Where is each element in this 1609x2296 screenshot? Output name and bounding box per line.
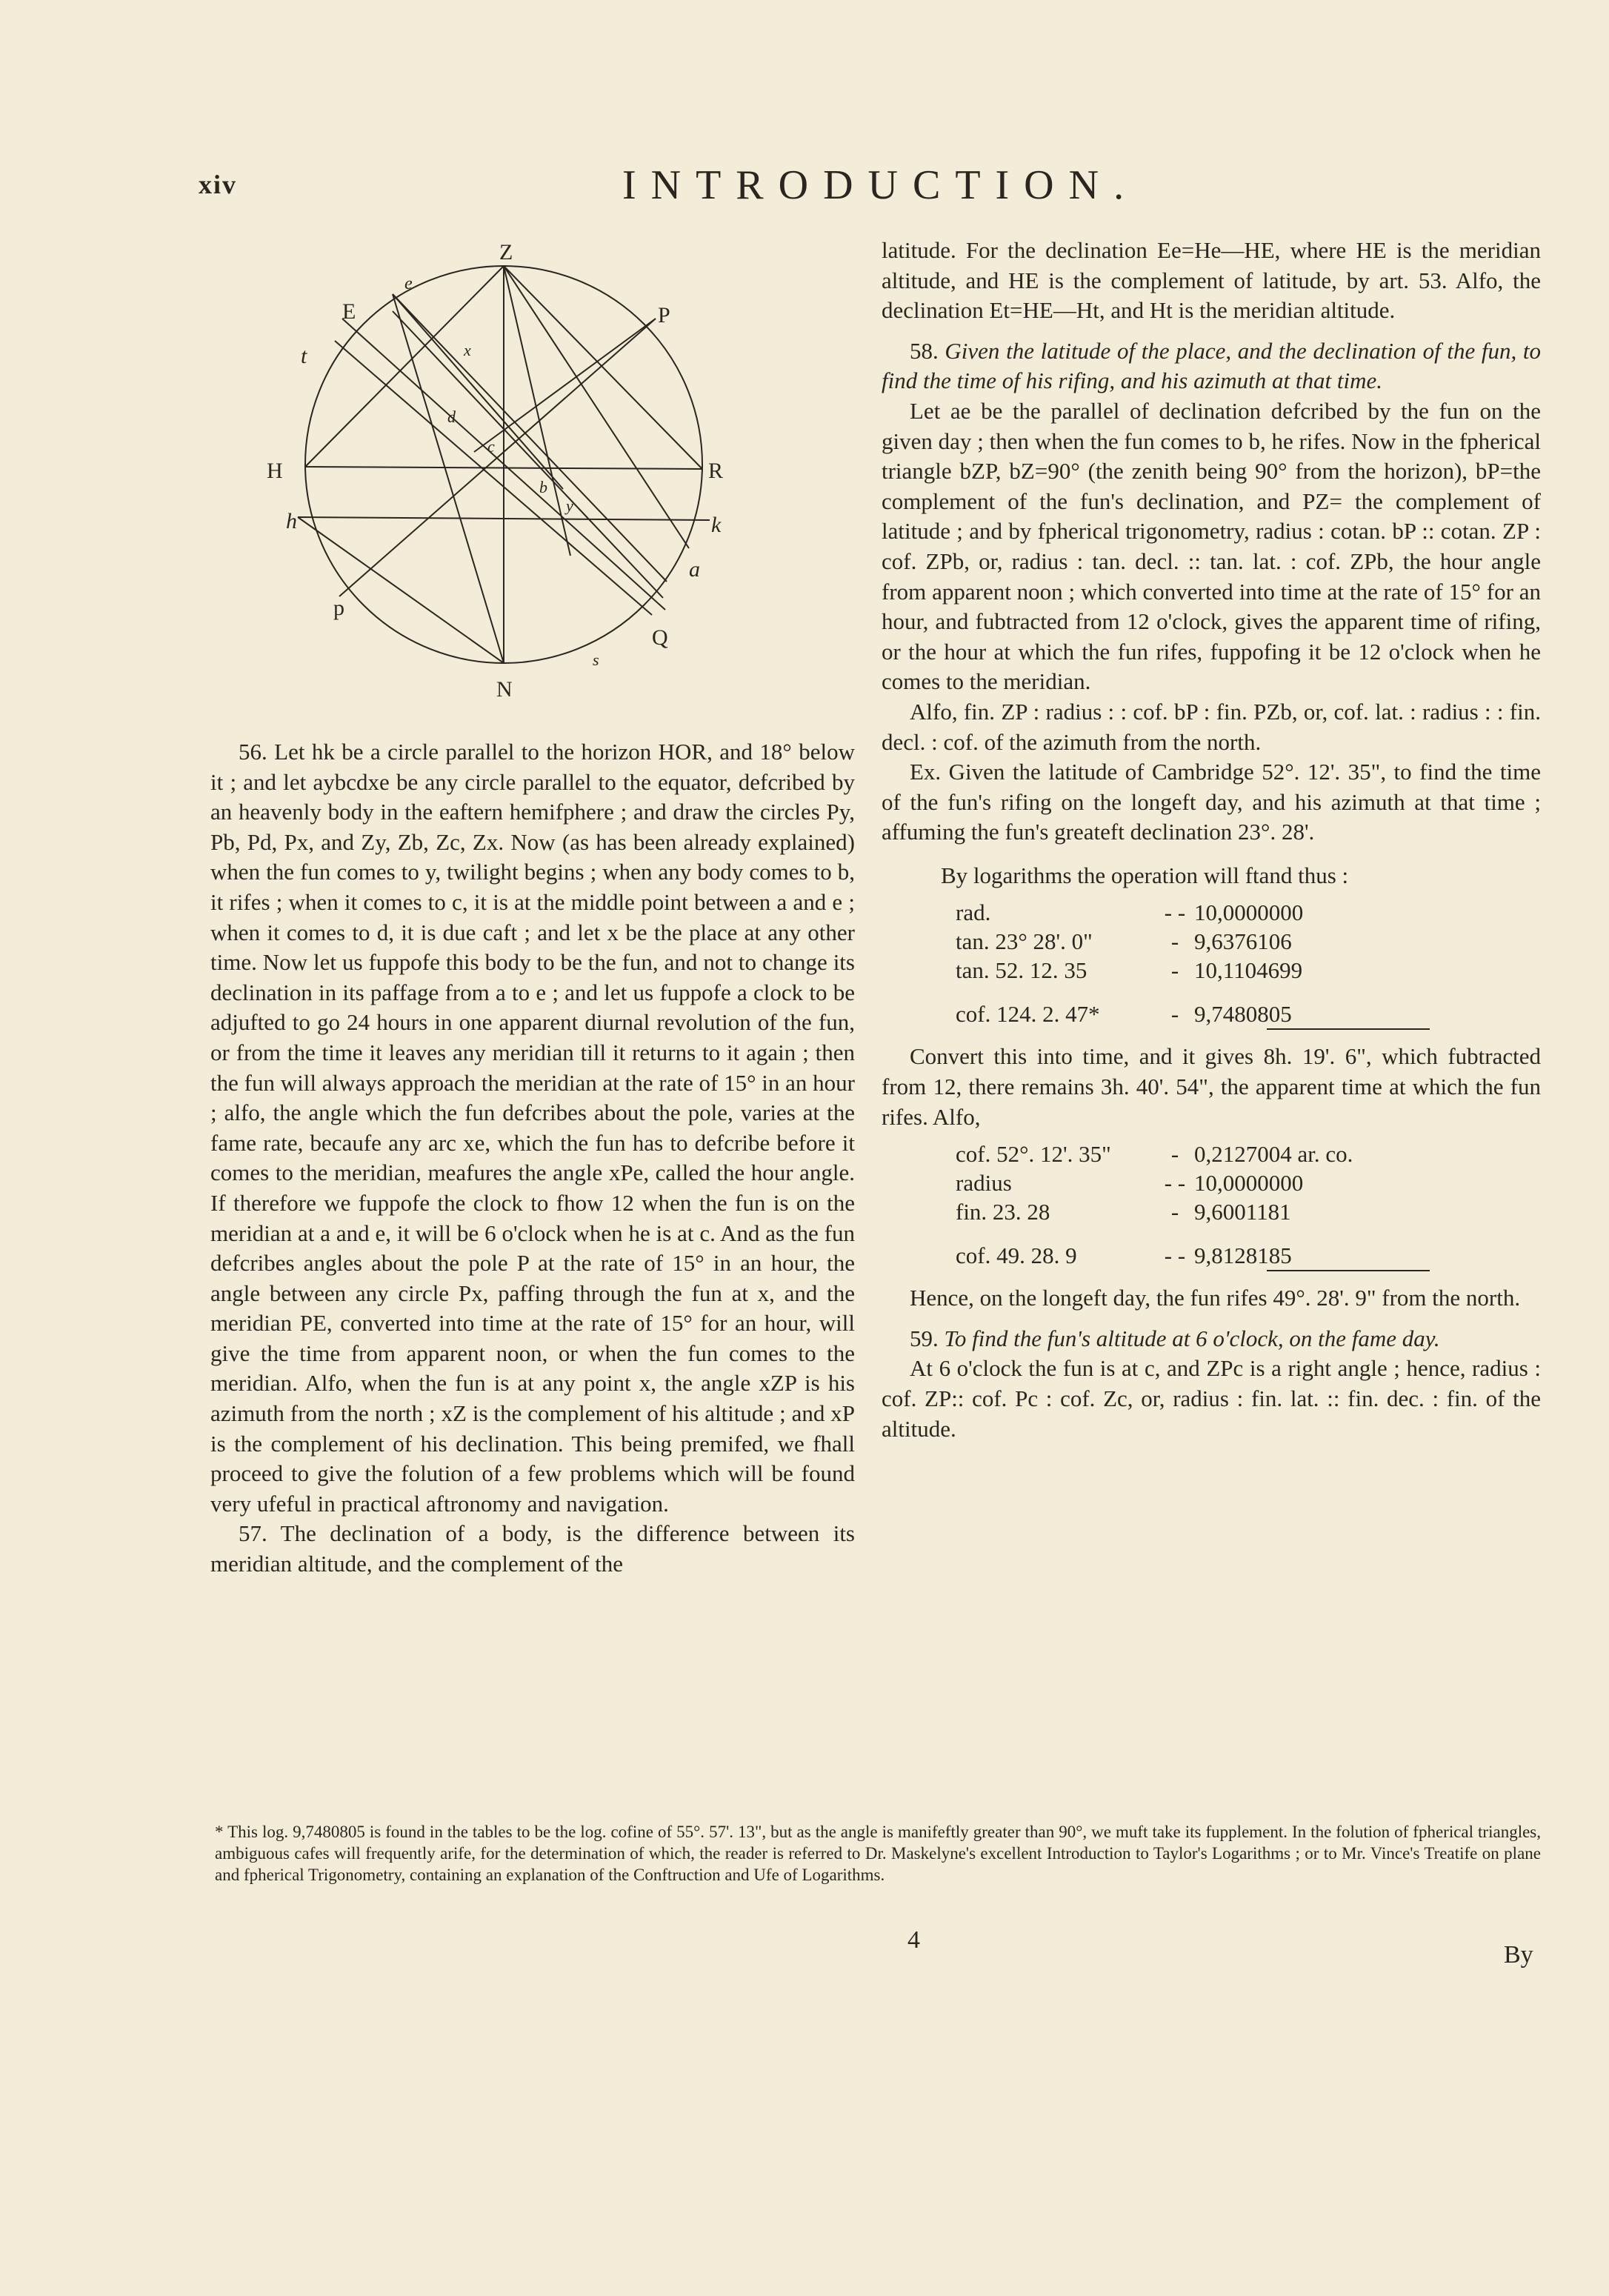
label-q: Q [652, 625, 668, 650]
label-p-bottom: p [333, 596, 344, 620]
calc-row: rad. - - 10,0000000 [956, 899, 1304, 926]
footnote: * This log. 9,7480805 is found in the tables to be the log. cofine of 55°. 57'. 13", but as the angle is manifeftly greater than 90°, we muft take its fupplement. In the folution of fpherical triangles, ambiguous cafes will frequently arife, for the determination of which, the reader is referred to Dr. Maskelyne's excellent Introduction to Taylor's Logarithms ; or to Mr. Vince's Treatife on plane and fpherical Trigonometry, containing an explanation of the Conftruction and Ufe of Logarithms. [215, 1823, 1541, 1884]
calc-row: cof. 52°. 12'. 35" - 0,2127004 ar. co. [956, 1141, 1353, 1168]
section-57: 57. The declination of a body, is the difference between its meridian altitude, and the complement of the [210, 1520, 855, 1577]
section-58-heading [882, 336, 1541, 396]
section-58-title: Given the latitude of the place, and the declination of the fun, to find the time of his rifing, and his azimuth at that time. [882, 337, 1541, 394]
left-column [210, 737, 855, 1580]
label-b: b [539, 478, 547, 496]
label-h-small: h [286, 509, 297, 533]
section-56: 56. Let hk be a circle parallel to the horizon HOR, and 18° below it ; and let aybcdxe be any circle parallel to the equator, defcribed by an heavenly body in the eaftern hemifphere ; and draw the circles Py, Pb, Pd, Px, and Zy, Zb, Zc, Zx. Now (as has been already explained) when the fun comes to y, twilight begins ; when any body comes to b, it rifes ; when it comes to c, it is at the middle point between a and e ; when it comes to d, it is due caft ; and let x be the place at any other time. Now let us fuppofe this body to be the fun, and not to change its declination in its paffage from a to e ; and let us fuppofe a clock to be adjufted to go 24 hours in one apparent diurnal revolution of the fun, or from the time it leaves any meridian till it returns to it again ; then the fun will always approach the meridian at the rate of 15° in an hour ; alfo, the angle which the fun defcribes about the pole, varies at the fame rate, becaufe any arc xe, which the fun has to defcribe before it comes to the meridian, meafures the angle xPe, called the hour angle. If therefore we fuppofe the clock to fhow 12 when the fun is on the meridian at a and e, it will be 6 o'clock when he is at c. And as the fun defcribes angles about the pole P at the rate of 15° in an hour, the angle between any circle Px, paffing through the fun at x, and the meridian PE, converted into time at the rate of 15° for an hour, will give the time from apparent noon, or when the fun comes to the meridian. Alfo, when the fun is at any point x, the angle xZP is his azimuth from the north ; xZ is the complement of his altitude ; and xP is the complement of his declination. This being premifed, we fhall proceed to give the folution of a few problems which will be found very ufeful in practical aftronomy and navigation. [210, 739, 855, 1517]
section-59-heading [882, 1324, 1541, 1354]
section-58-number: 58. [910, 337, 939, 364]
label-x: x [464, 341, 471, 359]
catchword: By [1504, 1941, 1533, 1969]
label-c: c [487, 437, 495, 456]
convert-paragraph: Convert this into time, and it gives 8h. 19'. 6", which fubtracted from 12, there remains 3h. 40'. 54", the apparent time at which the fun rifes. Alfo, [882, 1043, 1541, 1130]
signature-mark: 4 [907, 1926, 920, 1954]
calc-row: radius - - 10,0000000 [956, 1170, 1304, 1197]
running-title: INTRODUCTION. [622, 162, 1139, 208]
calc-result: cof. 124. 2. 47* - 9,7480805 [956, 1001, 1292, 1028]
page-number: xiv [199, 170, 238, 199]
label-z: Z [499, 244, 513, 264]
calc-intro: By logarithms the operation will ftand thus : [941, 862, 1349, 888]
meridian-line [335, 341, 652, 615]
right-column [882, 236, 1541, 1444]
section-59-title: To find the fun's altitude at 6 o'clock, on the fame day. [944, 1325, 1440, 1351]
celestial-sphere-diagram [252, 244, 741, 711]
label-d: d [447, 407, 456, 426]
label-h: H [267, 459, 283, 483]
section-59-text: At 6 o'clock the fun is at c, and ZPc is a right angle ; hence, radius : cof. ZP:: cof. Pc : cof. Zc, or, radius : fin. lat. :: fin. dec. : fin. of the altitude. [882, 1355, 1541, 1442]
hence-paragraph: Hence, on the longeft day, the fun rifes 49°. 28'. 9" from the north. [910, 1285, 1521, 1311]
label-e-small: e [404, 274, 413, 293]
label-s: s [593, 650, 599, 669]
label-p-top: P [658, 303, 670, 327]
polar-axis [393, 311, 663, 598]
section-58-azimuth: Alfo, fin. ZP : radius : : cof. bP : fin. PZb, or, cof. lat. : radius : : fin. decl. : cof. of the azimuth from the north. [882, 698, 1541, 755]
label-k: k [711, 513, 722, 537]
logarithm-table-2 [882, 1139, 1541, 1276]
label-n: N [496, 677, 513, 702]
label-r: R [708, 459, 724, 483]
section-57-continued: latitude. For the declination Ee=He—HE, where HE is the meridian altitude, and HE is the complement of latitude, by art. 53. Alfo, the declination Et=HE—Ht, and Ht is the meridian altitude. [882, 237, 1541, 324]
label-t: t [301, 344, 307, 368]
label-a: a [689, 557, 700, 582]
calc-result: cof. 49. 28. 9 - - 9,8128185 [956, 1242, 1292, 1269]
label-e: E [342, 299, 356, 324]
calc-row: fin. 23. 28 - 9,6001181 [956, 1199, 1291, 1225]
calc-row: tan. 52. 12. 35 - 10,1104699 [956, 957, 1303, 984]
section-58-example: Ex. Given the latitude of Cambridge 52°. 12'. 35", to find the time of the fun's rifing on the longeft day, and his azimuth at that time ; affuming the fun's greateft declination 23°. 28'. [882, 759, 1541, 845]
section-59-number: 59. [910, 1325, 939, 1351]
calc-row: tan. 23° 28'. 0" - 9,6376106 [956, 928, 1292, 955]
section-58-text: Let ae be the parallel of declination defcribed by the fun on the given day ; then when the fun comes to b, he rifes. Now in the fpherical triangle bZP, bZ=90° (the zenith being 90° from the horizon), bP=the complement of the fun's declination, and PZ= the complement of latitude ; and by fpherical trigonometry, radius : cotan. bP :: cotan. ZP : cof. ZPb, or, radius : tan. decl. :: tan. lat. : cof. ZPb, the hour angle from apparent noon ; which converted into time at the rate of 15° for an hour, and fubtracted from 12 o'clock, gives the apparent time of rifing, or the hour at which the fun rifes, fuppofing it be 12 o'clock when he comes to the meridian. [882, 397, 1541, 695]
label-y: y [566, 496, 573, 515]
logarithm-table-1 [882, 898, 1541, 1034]
